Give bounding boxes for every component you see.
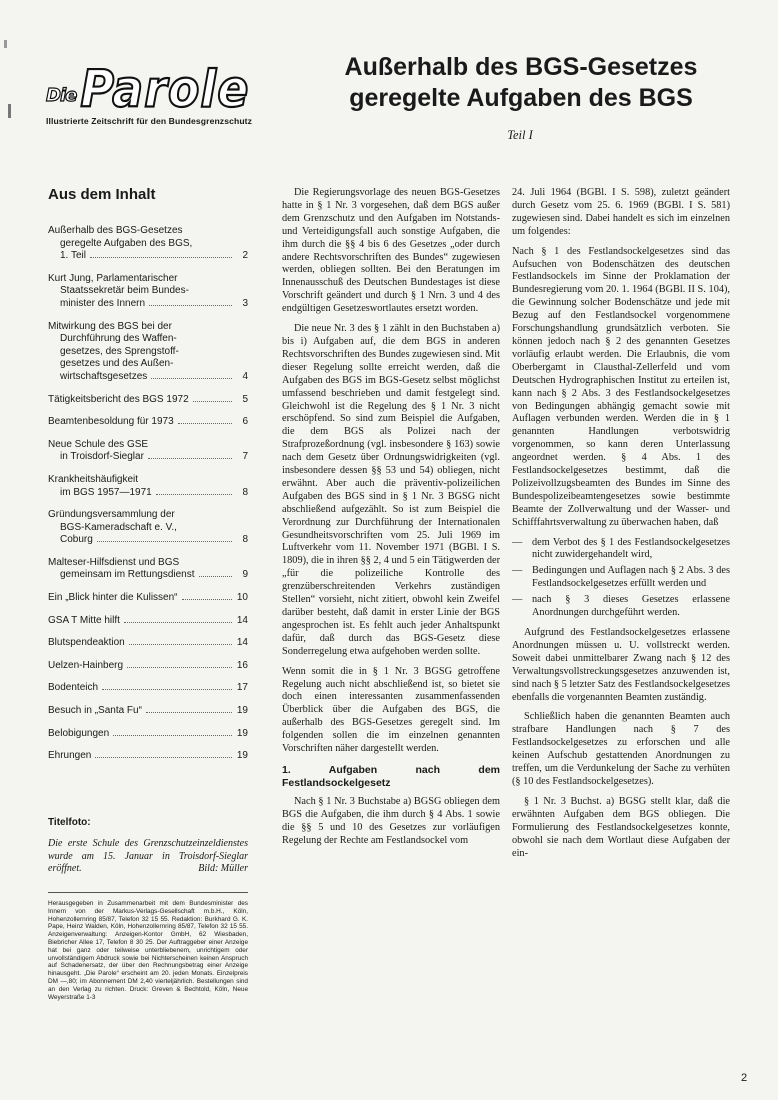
- paragraph: Nach § 1 des Festlandsockelgesetzes sind das Aufsuchen von Bodenschätzen des deutschen Festlandsockels im Sinne der Proklamation der Bundesregierung vom 20. 1. 1964 (BGBl. II S. 104), die Gewinnung solcher Bodenschätze und jede mit Bezug auf den Festlandsockel vorgenommene Forschungshandlung grundsätzlich verboten. Sie können jedoch nach § 2 des genannten Gesetzes vorläufig erlaubt werden. Die Erlaubnis, die vom Oberbergamt in Clausthal-Zellerfeld und vom Deutschen Hydrographischen Institut zu erteilen ist, kann nach § 2 Abs. 3 des Festlandsockelgesetzes von Bedingungen abhängig gemacht sowie mit Auflagen verbunden werden. Werden die in § 1 genannten Handlungen verbotswidrig vorgenommen, so kann deren Unterlassung angeordnet werden. § 4 Abs. 1 des Festlandsockelgesetzes bestimmt, daß die Polizeivollzugsbeamten des Bundes im Sinne des Bundespolizeibeamtengesetzes sowie bestimmte Beamte der Zollverwaltung und der Wasser- und Schifffahrtsverwaltung zu überwachen haben, daß: [512, 245, 730, 528]
- toc-leader-dots: [95, 757, 232, 758]
- paragraph: Wenn somit die in § 1 Nr. 3 BGSG getroffene Regelung auch nicht abschließend ist, so bietet sie doch einen interessanten zusammenfassenden Überblick über die Aufgaben des BGS, die außerhalb des BGS-Gesetzes geregelt sind. Im folgenden sollen die im einzelnen genannten Vorschriften näher dargestellt werden.: [282, 665, 500, 755]
- photo-credit: Bild: Müller: [198, 863, 248, 875]
- toc-entry: [48, 557, 248, 582]
- toc-leader-dots: [90, 257, 232, 258]
- toc-page-number: 19: [236, 705, 248, 717]
- toc-entry-line: [48, 557, 248, 570]
- paragraph: Die Regierungsvorlage des neuen BGS-Gesetzes hatte in § 1 Nr. 3 vorgesehen, daß dem BGS außer dem Grenzschutz und den Aufgaben im Notstands- und Verteidigungsfall auch sonstige Aufgaben, die ihm durch die §§ 4 bis 6 des Gesetzes „oder durch andere Rechtsvorschriften des Bundes“ zugewiesen werden, obliegen sollten. Bei den Beratungen im Innenausschuß des Deutschen Bundestages ist diese Vorschrift geändert und durch § 1 Nrn. 3 und 4 des endgültigen Gesetzeswortlautes ersetzt worden.: [282, 187, 500, 315]
- toc-entry-line: [48, 321, 248, 334]
- toc-entry: [48, 592, 248, 605]
- toc-entry: [48, 321, 248, 384]
- toc-entry: [48, 682, 248, 695]
- cover-photo-description: Die erste Schule des Grenzschutzeinzeldienstes wurde am 15. Januar in Troisdorf-Sieglar eröffnet.: [48, 838, 248, 875]
- toc-entry-line: [48, 285, 248, 298]
- magazine-logo: [46, 59, 268, 119]
- toc-entry-title: Tätigkeitsbericht des BGS 1972: [48, 393, 189, 405]
- toc-entry: [48, 416, 248, 429]
- edge-mark: [8, 104, 11, 118]
- toc-entry-line: [48, 522, 248, 535]
- toc-entry-title: GSA T Mitte hilft: [48, 614, 120, 626]
- toc-entry: [48, 705, 248, 718]
- toc-entry-line: [48, 615, 248, 628]
- toc-leader-dots: [146, 712, 232, 713]
- toc-entry-title: Malteser-Hilfsdienst und BGS: [48, 556, 180, 568]
- page-number: 2: [741, 1072, 748, 1084]
- list-dash: —: [512, 565, 523, 577]
- toc-leader-dots: [113, 735, 232, 736]
- toc-entry-title: Mitwirkung des BGS bei der: [48, 320, 172, 332]
- toc-entry-title: wirtschaftsgesetzes: [60, 370, 148, 382]
- toc-entry-title: Coburg: [60, 534, 93, 546]
- toc-page-number: 17: [236, 682, 248, 694]
- toc-entry-line: [48, 273, 248, 286]
- cover-photo-text: [48, 838, 248, 876]
- toc-entry-line: [48, 416, 248, 429]
- toc-entry-title: Blutspendeaktion: [48, 637, 125, 649]
- article-title-line1: Außerhalb des BGS-Gesetzes: [344, 53, 698, 81]
- toc-heading: Aus dem Inhalt: [48, 186, 156, 203]
- toc-page-number: 3: [242, 297, 248, 309]
- toc-page-number: 16: [236, 659, 248, 671]
- toc-page-number: 14: [236, 637, 248, 649]
- toc-leader-dots: [124, 622, 232, 623]
- toc-page-number: 4: [242, 370, 248, 382]
- toc-page-number: 2: [242, 250, 248, 262]
- cover-photo-heading: Titelfoto:: [48, 817, 91, 828]
- toc-entry: [48, 509, 248, 547]
- toc-entry: [48, 615, 248, 628]
- toc-entry-title: 1. Teil: [60, 250, 86, 262]
- toc-entry: [48, 273, 248, 311]
- toc-entry-line: [48, 728, 248, 741]
- paragraph: Schließlich haben die genannten Beamten auch strafbare Handlungen nach § 7 des Festlandsockelgesetzes zu erforschen und alle keinen Aufschub gestattenden Anordnungen zu treffen, um die Verdunkelung der Sache zu verhüten (§ 10 des Festlandsockelgesetzes).: [512, 711, 730, 787]
- toc-page-number: 6: [242, 416, 248, 428]
- toc-leader-dots: [199, 576, 232, 577]
- table-of-contents: [48, 186, 248, 773]
- article-title: [286, 52, 756, 114]
- toc-entry-line: [48, 660, 248, 673]
- toc-entry-title: Außerhalb des BGS-Gesetzes: [48, 225, 183, 236]
- toc-page-number: 8: [242, 534, 248, 546]
- toc-entry-line: [48, 371, 248, 384]
- toc-entry-line: [48, 474, 248, 487]
- toc-entry-title: minister des Innern: [60, 297, 146, 309]
- toc-entry-line: [48, 750, 248, 763]
- toc-entry: [48, 637, 248, 650]
- obligation-list: [512, 537, 730, 620]
- toc-entry-title: Staatssekretär beim Bundes-: [60, 285, 189, 297]
- toc-entry-line: [48, 394, 248, 407]
- toc-page-number: 10: [236, 592, 248, 604]
- toc-entry-title: Beamtenbesoldung für 1973: [48, 416, 174, 428]
- paragraph: 24. Juli 1964 (BGBl. I S. 598), zuletzt geändert durch Gesetz vom 25. 6. 1969 (BGBl. I S. 581) zugewiesen sind. Dabei handelt es sich im einzelnen um folgendes:: [512, 187, 730, 237]
- logo-parole: Parole: [80, 59, 250, 119]
- toc-entry: [48, 660, 248, 673]
- toc-leader-dots: [149, 305, 232, 306]
- paragraph: Die neue Nr. 3 des § 1 zählt in den Buchstaben a) bis i) Aufgaben auf, die dem BGS in anderen Rechtsvorschriften des Bundes zugewiesen sind. Mit dieser Regelung sollte erreicht werden, daß die Aufgaben des BGS im BGS-Gesetz selbst möglichst umfassend beschrieben und damit festgelegt sind. Gleichwohl ist die Regelung des § 1 Nr. 3 nicht erschöpfend. So sind zum Beispiel die Aufgaben, die dem BGS als Polizei nach der Strafprozeßordnung (vgl. insbesondere § 163) sowie nach dem Gesetz über Ordnungswidrigkeiten (vgl. insbesondere dessen §§ 53 und 54) obliegen, nicht erwähnt. Aber auch die präventiv-polizeilichen Aufgaben des BGS sind in § 1 Nr. 3 BGSG nicht abschließend aufgezählt. So ist zum Beispiel die Verordnung zur Durchführung der Internationalen Gesundheitsvorschriften vom 25. Juli 1969 im Luftverkehr vom 11. November 1971 (BGBl. I S. 1809), die in ihren §§ 2, 4 und 5 ein Tätigwerden der „für die polizeiliche Kontrolle des grenzüberschreitenden Verkehrs zuständigen Stellen“ vorsieht, nicht zitiert, obwohl kein Zweifel darüber besteht, daß damit in erster Linie der BGS angesprochen ist. Es fehlt auch jeder Anhaltspunkt dafür, daß durch das BGS-Gesetz diese Sonderregelung etwa aufgehoben werden sollte.: [282, 323, 500, 657]
- toc-page-number: 5: [242, 393, 248, 405]
- toc-entry-title: Gründungsversammlung der: [48, 509, 175, 521]
- toc-entry-line: [48, 509, 248, 522]
- toc-entry-line: [48, 346, 248, 359]
- toc-leader-dots: [97, 541, 232, 542]
- toc-entry-line: [48, 451, 248, 464]
- edge-mark: [4, 40, 7, 48]
- toc-entry-line: [48, 238, 248, 251]
- list-item: — nach § 3 dieses Gesetzes erlassene Anordnungen durchgeführt werden.: [512, 594, 730, 619]
- magazine-subtitle: Illustrierte Zeitschrift für den Bundesgrenzschutz: [46, 116, 253, 126]
- toc-leader-dots: [102, 689, 232, 690]
- toc-entry-line: [48, 592, 248, 605]
- toc-entry-title: Bodenteich: [48, 682, 99, 694]
- toc-entry-line: [48, 569, 248, 582]
- toc-entry-line: [48, 637, 248, 650]
- toc-entry: [48, 225, 248, 263]
- toc-entry-line: [48, 487, 248, 500]
- toc-entry-line: [48, 225, 248, 238]
- toc-entry: [48, 474, 248, 499]
- cover-photo-caption: [48, 817, 248, 876]
- toc-entry: [48, 394, 248, 407]
- toc-entry-title: Belobigungen: [48, 727, 110, 739]
- toc-entry-title: Kurt Jung, Parlamentarischer: [48, 272, 178, 284]
- paragraph: Nach § 1 Nr. 3 Buchstabe a) BGSG obliegen dem BGS die Aufgaben, die ihm durch § 4 Abs. 1 sowie die §§ 5 und 10 des Gesetzes zur vorläufigen Regelung der Rechte am Festlandsockel vom: [282, 795, 500, 846]
- toc-entry-title: Ein „Blick hinter die Kulissen“: [48, 592, 178, 604]
- toc-entry-title: gemeinsam im Rettungsdienst: [60, 569, 195, 581]
- toc-entry-line: [48, 333, 248, 346]
- toc-entry: [48, 750, 248, 763]
- toc-entry-title: gesetzes und des Außen-: [60, 358, 174, 370]
- toc-leader-dots: [193, 401, 232, 402]
- toc-page-number: 8: [242, 486, 248, 498]
- toc-entry-title: Uelzen-Hainberg: [48, 659, 124, 671]
- toc-entry-line: [48, 358, 248, 371]
- toc-entry-line: [48, 534, 248, 547]
- toc-entry-line: [48, 298, 248, 311]
- divider: [48, 892, 248, 893]
- paragraph: Aufgrund des Festlandsockelgesetzes erlassene Anordnungen müssen u. U. vollstreckt werden. Soweit dabei unmittelbarer Zwang nach § 12 des Verwaltungsvollstreckungsgesetzes anzuwenden ist, sind nach § 5 letzter Satz des Festlandsockelgesetzes ebenfalls die vorgenannten Beamten zuständig.: [512, 627, 730, 703]
- toc-page-number: 9: [242, 569, 248, 581]
- toc-entry-line: [48, 250, 248, 263]
- toc-page-number: 14: [236, 614, 248, 626]
- toc-entry-title: Ehrungen: [48, 750, 92, 762]
- toc-page-number: 19: [236, 727, 248, 739]
- article-column-1: [282, 187, 500, 855]
- toc-leader-dots: [182, 599, 233, 600]
- masthead: [46, 60, 268, 126]
- toc-entry-title: in Troisdorf-Sieglar: [60, 451, 144, 463]
- section-heading: 1. Aufgaben nach dem Festlandsockelgesetz: [282, 763, 500, 789]
- toc-leader-dots: [151, 378, 232, 379]
- toc-page-number: 7: [242, 451, 248, 463]
- list-item: — Bedingungen und Auflagen nach § 2 Abs. 3 des Festlandsockelgesetzes erfüllt werden und: [512, 565, 730, 590]
- toc-leader-dots: [178, 423, 232, 424]
- toc-entry-title: BGS-Kameradschaft e. V.,: [60, 521, 177, 533]
- toc-entry-title: gesetzes, des Sprengstoff-: [60, 345, 179, 357]
- toc-list: [48, 225, 248, 763]
- toc-entry: [48, 439, 248, 464]
- list-dash: —: [512, 536, 523, 548]
- toc-entry-title: Besuch in „Santa Fu“: [48, 705, 142, 717]
- toc-page-number: 19: [236, 750, 248, 762]
- article-part: Teil I: [507, 128, 533, 142]
- toc-entry: [48, 728, 248, 741]
- toc-leader-dots: [156, 494, 232, 495]
- article-column-2: [512, 187, 730, 867]
- article-title-line2: geregelte Aufgaben des BGS: [349, 84, 693, 112]
- list-dash: —: [512, 594, 523, 606]
- toc-entry-line: [48, 682, 248, 695]
- toc-leader-dots: [129, 644, 232, 645]
- list-item: — dem Verbot des § 1 des Festlandsockelgesetzes nicht zuwidergehandelt wird,: [512, 536, 730, 561]
- toc-entry-title: Durchführung des Waffen-: [60, 333, 177, 345]
- imprint: Herausgegeben in Zusammenarbeit mit dem Bundesminister des Innern von der Markus-Verlags-Gesellschaft m.b.H., Köln, Hohenzollernring 85/87, Telefon 32 15 55. Redaktion: Burkhard G. K. Pape, Heinz Walden, Köln, Hohenzollernring 85/87, Telefon 32 15 55. Anzeigenverwaltung: Anzeigen-Kontor GmbH, 62 Wiesbaden, Biebricher Allee 17, Telefon 8 30 25. Der Auftraggeber einer Anzeige hat bei ganz oder teilweise unterbliebenem, unrichtigem oder unvollständigem Abdruck sowie bei Nichterscheinen keinen Anspruch auf Schadenersatz, der über den Rechnungsbetrag einer Anzeige hinausgeht. „Die Parole“ erscheint am 20. jeden Monats. Einzelpreis DM —,80; im Abonnement DM 2,40 vierteljährlich. Bestellungen sind an den Verlag zu richten. Druck: Greven & Bechtold, Köln, Neue Weyerstraße 1-3: [48, 900, 248, 1001]
- toc-entry-line: [48, 705, 248, 718]
- toc-entry-title: im BGS 1957—1971: [60, 486, 152, 498]
- toc-leader-dots: [127, 667, 232, 668]
- toc-entry-title: geregelte Aufgaben des BGS,: [60, 237, 193, 249]
- toc-entry-title: Krankheitshäufigkeit: [48, 473, 139, 485]
- toc-leader-dots: [148, 458, 232, 459]
- toc-entry-title: Neue Schule des GSE: [48, 438, 149, 450]
- paragraph: § 1 Nr. 3 Buchst. a) BGSG stellt klar, daß die erwähnten Aufgaben dem BGS obliegen. Die Formulierung des Festlandsockelgesetzes konnte, obwohl sie nach dem Wortlaut diese Aufgaben der ein-: [512, 795, 730, 859]
- toc-entry-line: [48, 439, 248, 452]
- logo-die: Die: [46, 85, 77, 106]
